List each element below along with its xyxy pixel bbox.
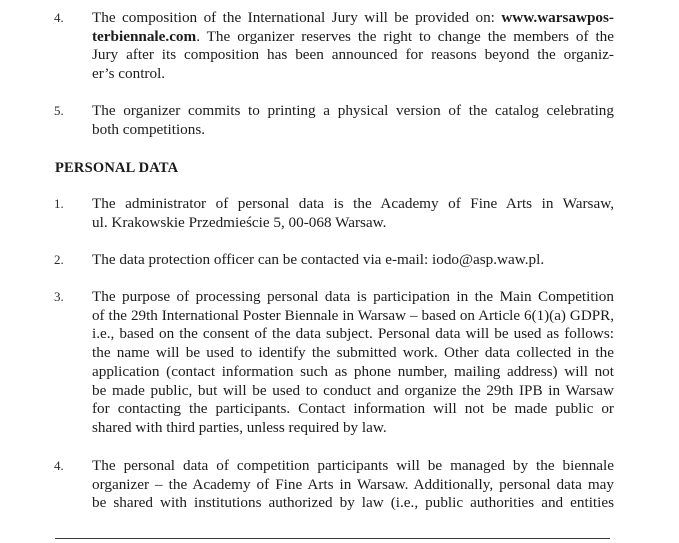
text-line: The administrator of personal data is the Academy of Fine Arts in Warsaw,	[92, 195, 614, 212]
text-line: The purpose of processing personal data is participation in the Main Competition	[92, 288, 614, 305]
text-line: Jury after its composition has been announced for reasons beyond the organiz-	[92, 46, 614, 64]
text-line: the name will be used to identify the submitted work. Other data collected in the	[92, 344, 614, 362]
item-number: 5.	[54, 103, 64, 118]
text-line: i.e., based on the consent of the data subject. Personal data will be used as follows:	[92, 325, 614, 343]
section-heading: PERSONAL DATA	[55, 160, 179, 176]
item-number: 4.	[54, 458, 64, 473]
footer-divider	[55, 538, 610, 539]
text-line: of the 29th International Poster Biennale in Warsaw – based on Article 6(1)(a) GDPR,	[92, 307, 614, 324]
item-text	[92, 9, 614, 84]
item-text	[92, 195, 614, 232]
item-number: 4.	[54, 10, 64, 25]
text-line: The personal data of competition participants will be managed by the biennale	[92, 457, 614, 474]
text-line: be made public, but will be used to conduct and organize the 29th IPB in Warsaw	[92, 381, 614, 399]
item-text	[92, 102, 614, 139]
item-text	[92, 457, 614, 513]
text-line: terbiennale.com. The organizer reserves the right to change the members of the	[92, 27, 614, 45]
text-line: ul. Krakowskie Przedmieście 5, 00-068 Warsaw.	[92, 213, 387, 231]
text-line: er’s control.	[92, 65, 166, 83]
website-link[interactable]: terbiennale.com	[92, 27, 197, 45]
text-line: both competitions.	[92, 120, 206, 138]
item-text	[92, 288, 614, 438]
text-line: The composition of the International Jury will be provided on: www.warsawpos-	[92, 9, 614, 26]
text-line: be shared with institutions authorized by law (i.e., public authorities and entities	[92, 494, 614, 512]
item-number: 1.	[54, 196, 64, 211]
item-number: 3.	[54, 289, 64, 304]
text-line: organizer – the Academy of Fine Arts in Warsaw. Additionally, personal data may	[92, 475, 614, 493]
website-link[interactable]: www.warsawpos-	[501, 9, 614, 26]
text-line: for contacting the participants. Contact information will not be made public or	[92, 400, 614, 418]
text-line: The data protection officer can be contacted via e-mail: iodo@asp.waw.pl.	[92, 251, 545, 268]
item-text	[92, 251, 614, 270]
text-line: shared with third parties, unless required by law.	[92, 418, 387, 436]
item-number: 2.	[54, 252, 64, 267]
text-line: application (contact information such as phone number, mailing address) will not	[92, 362, 614, 380]
text-line: The organizer commits to printing a physical version of the catalog celebrating	[92, 102, 614, 119]
